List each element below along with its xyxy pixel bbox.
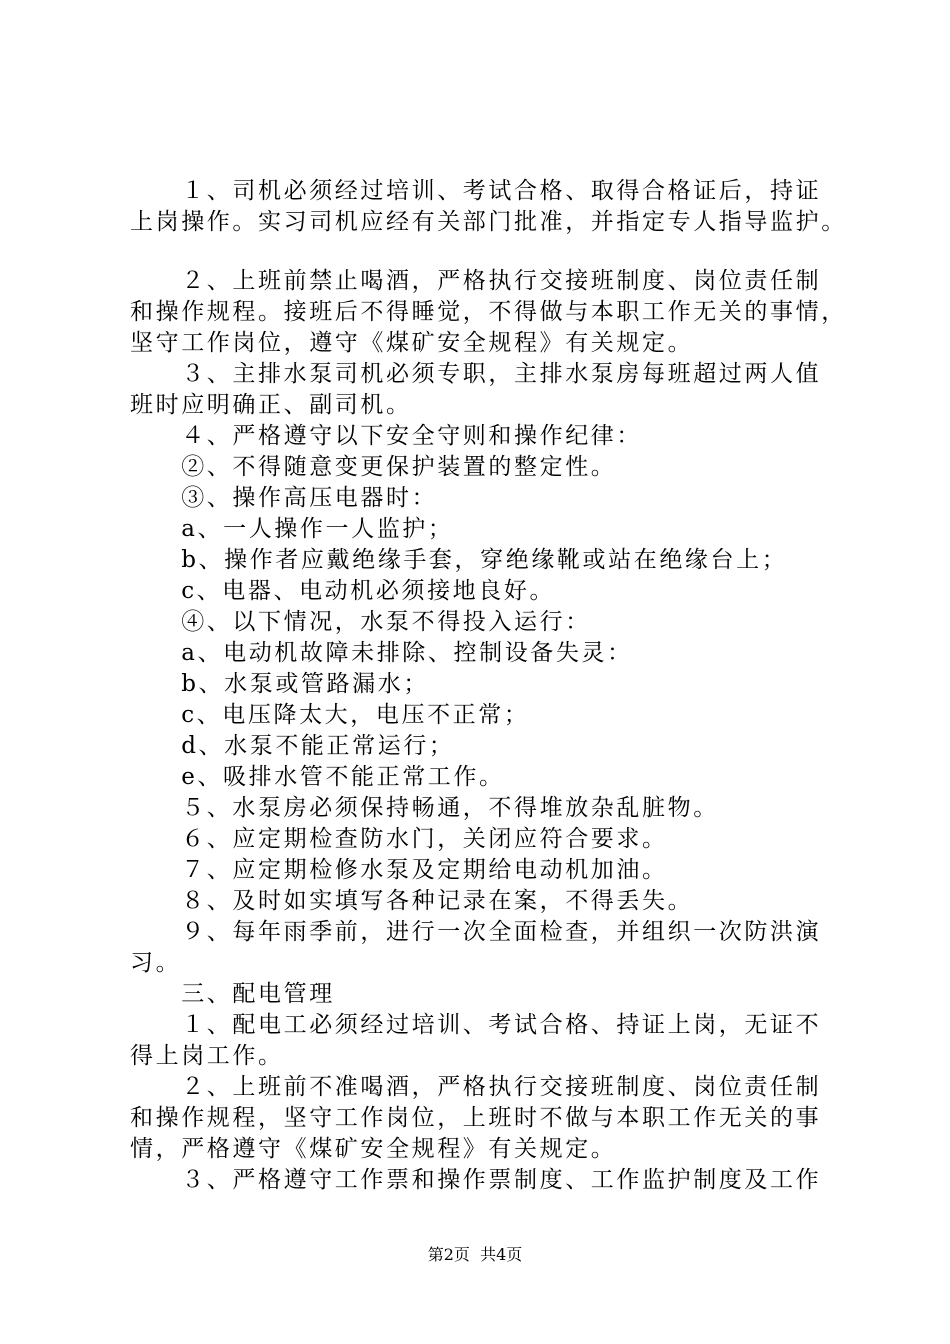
text-line: 和操作规程，坚守工作岗位，上班时不做与本职工作无关的事 [130,1105,822,1131]
text-line: b、水泵或管路漏水； [130,671,429,697]
text-line: b、操作者应戴绝缘手套，穿绝缘靴或站在绝缘台上； [130,547,788,573]
text-line: ③、操作高压电器时： [130,485,438,511]
text-line: ②、不得随意变更保护装置的整定性。 [130,454,617,480]
text-line: １、司机必须经过培训、考试合格、取得合格证后，持证 [130,178,822,204]
text-line: e、吸排水管不能正常工作。 [130,764,505,790]
text-line: ７、应定期检修水泵及定期给电动机加油。 [130,857,668,883]
text-line: ４、严格遵守以下安全守则和操作纪律： [130,423,642,449]
text-line: ３、主排水泵司机必须专职，主排水泵房每班超过两人值 [130,361,822,387]
text-line: ６、应定期检查防水门，关闭应符合要求。 [130,826,668,852]
section-heading: 三、配电管理 [130,981,335,1007]
text-line: c、电压降太大，电压不正常； [130,702,530,728]
text-line: ３、严格遵守工作票和操作票制度、工作监护制度及工作 [130,1167,822,1193]
text-line: 上岗操作。实习司机应经有关部门批准，并指定专人指导监护。 [130,209,847,235]
text-line: a、电动机故障未排除、控制设备失灵： [130,640,633,666]
paragraph-gap [130,238,850,266]
text-line: d、水泵不能正常运行； [130,733,455,759]
page-number-footer: 第2页 共4页 [427,1245,523,1264]
text-line: ２、上班前禁止喝酒，严格执行交接班制度、岗位责任制 [130,268,822,294]
text-line: １、配电工必须经过培训、考试合格、持证上岗，无证不 [130,1012,822,1038]
text-line: 习。 [130,950,182,976]
text-line: ８、及时如实填写各种记录在案，不得丢失。 [130,888,694,914]
text-line: 坚守工作岗位，遵守《煤矿安全规程》有关规定。 [130,330,694,356]
text-line: ２、上班前不准喝酒，严格执行交接班制度、岗位责任制 [130,1074,822,1100]
text-line: a、一人操作一人监护； [130,516,454,542]
text-line: ５、水泵房必须保持畅通，不得堆放杂乱脏物。 [130,795,719,821]
document-body [130,176,850,1196]
text-line: 和操作规程。接班后不得睡觉，不得做与本职工作无关的事情， [130,299,847,325]
text-line: 得上岗工作。 [130,1043,284,1069]
text-line: 班时应明确正、副司机。 [130,392,412,418]
text-line: ９、每年雨季前，进行一次全面检查，并组织一次防洪演 [130,919,822,945]
text-line: 情，严格遵守《煤矿安全规程》有关规定。 [130,1136,617,1162]
text-line: ④、以下情况，水泵不得投入运行： [130,609,591,635]
text-line: c、电器、电动机必须接地良好。 [130,578,556,604]
